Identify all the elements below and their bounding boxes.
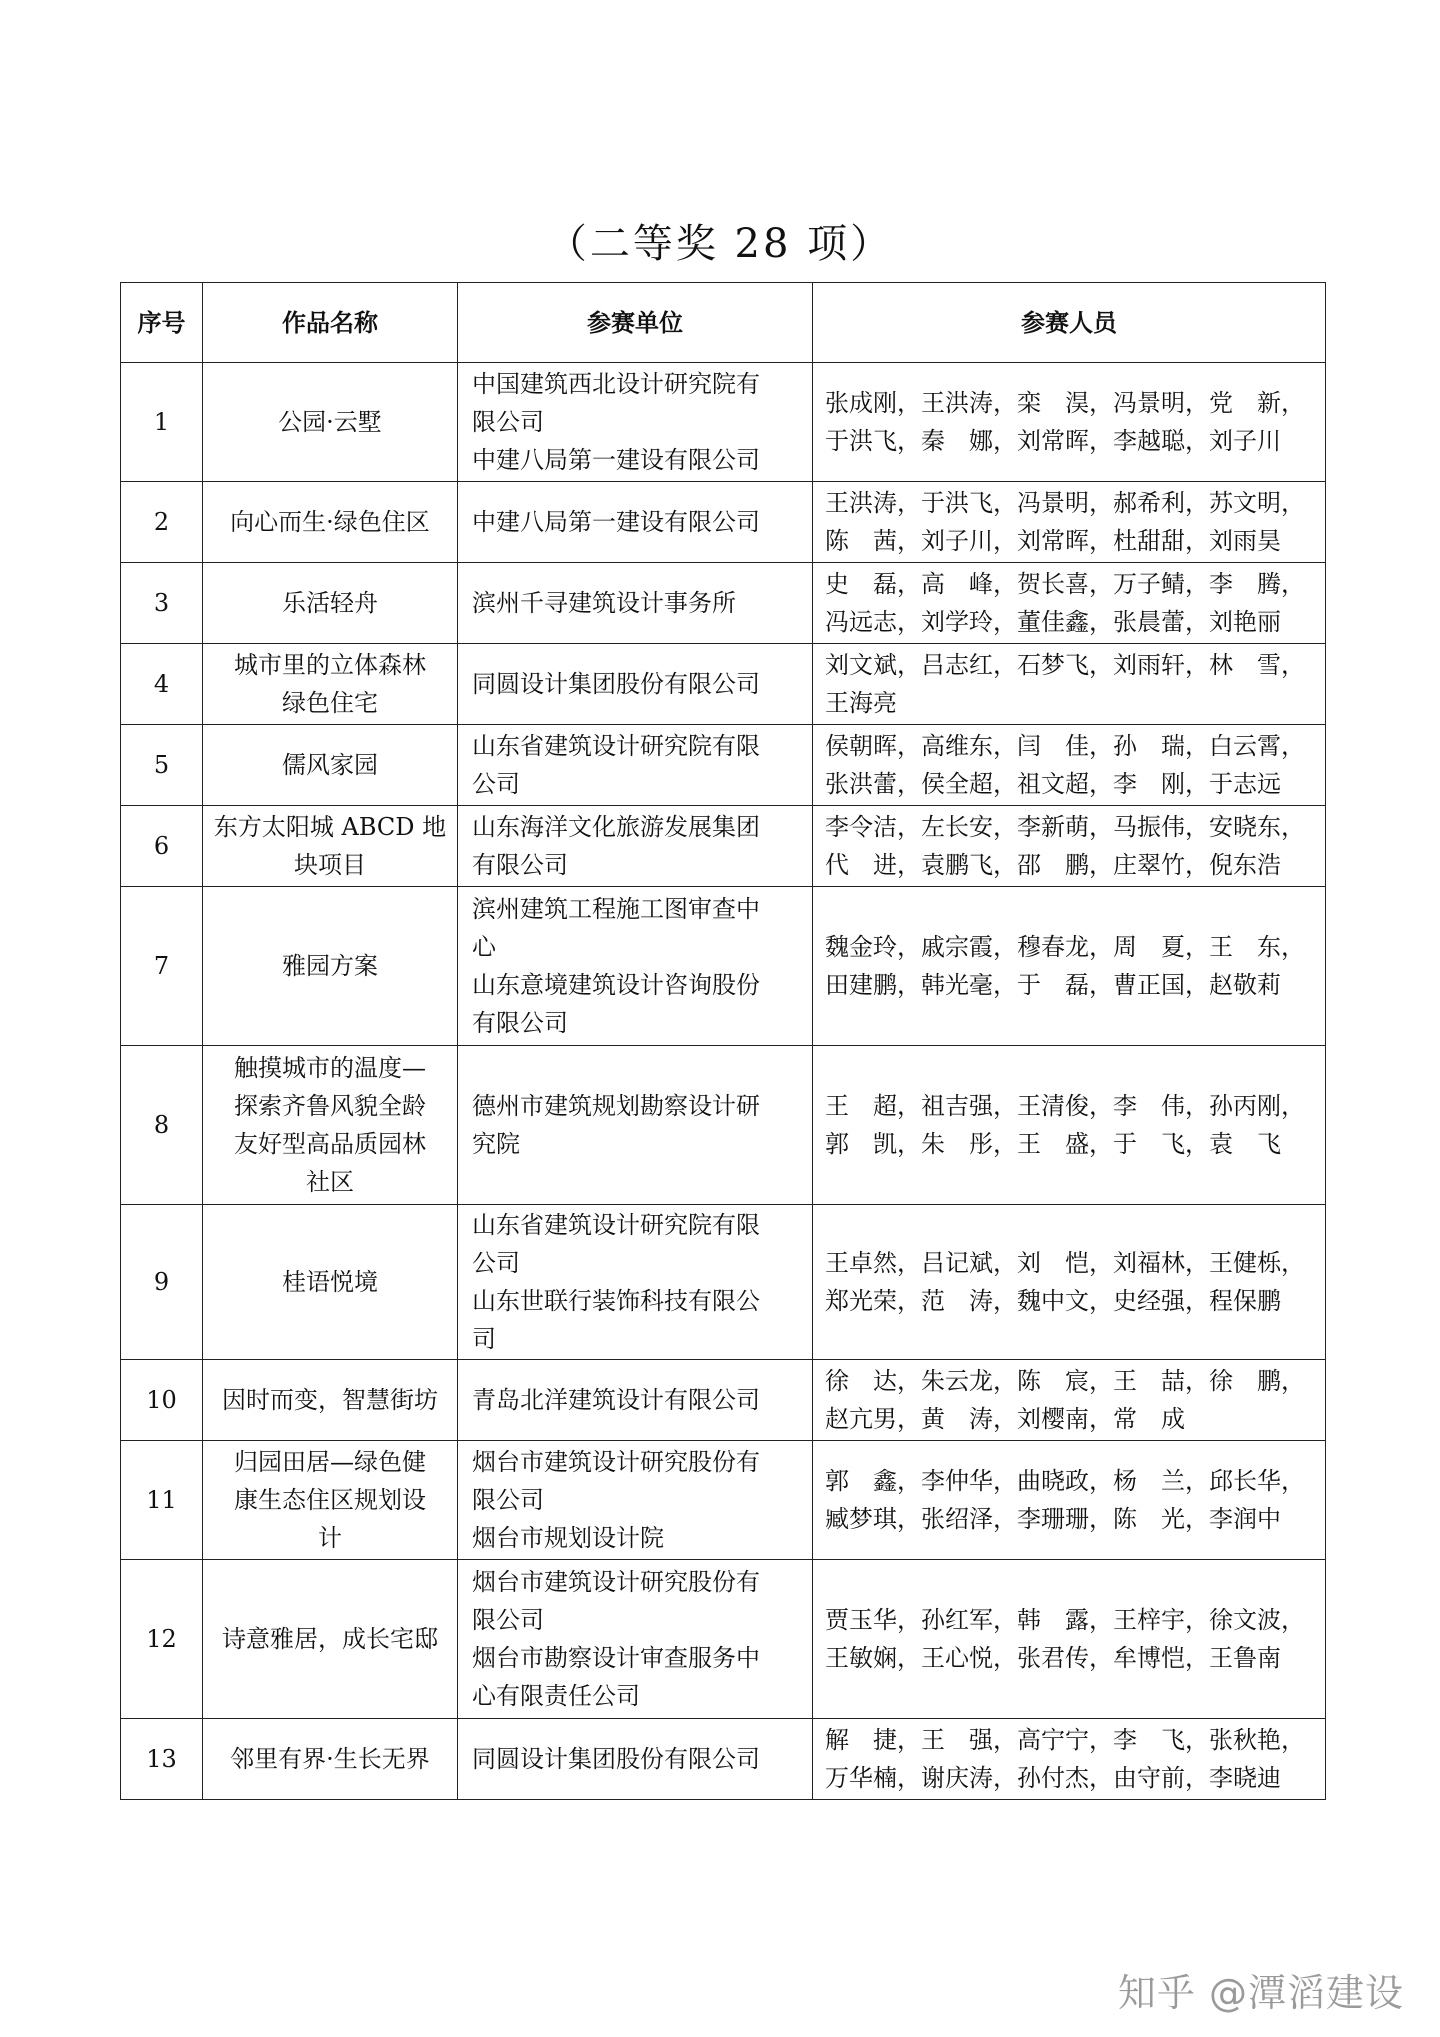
- cell-work-line: 归园田居—绿色健: [234, 1448, 426, 1476]
- cell-people-line: 王敏娴，王心悦，张君传，牟博恺，王鲁南: [825, 1644, 1281, 1672]
- cell-unit-line: 究院: [472, 1130, 520, 1158]
- cell-work-line: 儒风家园: [282, 751, 378, 779]
- cell-people-line: 张成刚，王洪涛，栾 淏，冯景明，党 新，: [825, 389, 1305, 417]
- cell-work-line: 探索齐鲁风貌全龄: [234, 1092, 426, 1120]
- cell-unit-line: 有限公司: [472, 851, 568, 879]
- cell-work: [203, 887, 458, 1046]
- table-row: [121, 1360, 1326, 1441]
- table-row: [121, 1560, 1326, 1719]
- cell-no: 6: [121, 806, 203, 887]
- cell-people: [813, 482, 1326, 563]
- cell-no: 1: [121, 363, 203, 482]
- cell-unit-line: 公司: [472, 770, 520, 798]
- cell-people: [813, 887, 1326, 1046]
- cell-people-line: 郭 鑫，李仲华，曲晓政，杨 兰，邱长华，: [825, 1467, 1305, 1495]
- header-no: 序号: [121, 283, 203, 363]
- cell-work: [203, 363, 458, 482]
- cell-people-line: 贾玉华，孙红军，韩 露，王梓宇，徐文波，: [825, 1606, 1305, 1634]
- cell-unit-line: 青岛北洋建筑设计有限公司: [472, 1386, 760, 1414]
- cell-no: 9: [121, 1205, 203, 1360]
- cell-people-line: 赵亢男，黄 涛，刘樱南，常 成: [825, 1405, 1185, 1433]
- cell-unit-line: 山东海洋文化旅游发展集团: [472, 813, 760, 841]
- cell-unit-line: 中建八局第一建设有限公司: [472, 508, 760, 536]
- cell-work: [203, 563, 458, 644]
- cell-unit: [458, 1046, 813, 1205]
- cell-work: [203, 1719, 458, 1800]
- cell-unit: [458, 482, 813, 563]
- cell-people: [813, 363, 1326, 482]
- cell-unit: [458, 1560, 813, 1719]
- cell-people-line: 田建鹏，韩光毫，于 磊，曹正国，赵敬莉: [825, 971, 1281, 999]
- cell-no: 4: [121, 644, 203, 725]
- cell-work-line: 东方太阳城 ABCD 地: [213, 813, 447, 841]
- cell-work-line: 桂语悦境: [282, 1268, 378, 1296]
- header-work: 作品名称: [203, 283, 458, 363]
- table-row: [121, 644, 1326, 725]
- cell-people: [813, 1441, 1326, 1560]
- cell-people-line: 冯远志，刘学玲，董佳鑫，张晨蕾，刘艳丽: [825, 608, 1281, 636]
- cell-people-line: 魏金玲，戚宗霞，穆春龙，周 夏，王 东，: [825, 933, 1305, 961]
- cell-people: [813, 1560, 1326, 1719]
- cell-people-line: 郑光荣，范 涛，魏中文，史经强，程保鹏: [825, 1287, 1281, 1315]
- cell-people-line: 张洪蕾，侯全超，祖文超，李 刚，于志远: [825, 770, 1281, 798]
- cell-unit-line: 山东省建筑设计研究院有限: [472, 1211, 760, 1239]
- table-row: [121, 1441, 1326, 1560]
- cell-unit-line: 烟台市建筑设计研究股份有: [472, 1568, 760, 1596]
- table-row: [121, 806, 1326, 887]
- cell-people-line: 侯朝晖，高维东，闫 佳，孙 瑞，白云霄，: [825, 732, 1305, 760]
- cell-unit-line: 心有限责任公司: [472, 1682, 640, 1710]
- cell-no: 8: [121, 1046, 203, 1205]
- cell-people-line: 徐 达，朱云龙，陈 宸，王 喆，徐 鹏，: [825, 1367, 1305, 1395]
- cell-work-line: 乐活轻舟: [282, 589, 378, 617]
- cell-unit: [458, 563, 813, 644]
- table-row: [121, 363, 1326, 482]
- cell-no: 11: [121, 1441, 203, 1560]
- cell-people-line: 臧梦琪，张绍泽，李珊珊，陈 光，李润中: [825, 1505, 1281, 1533]
- cell-unit-line: 中建八局第一建设有限公司: [472, 446, 760, 474]
- cell-work-line: 块项目: [294, 851, 366, 879]
- cell-unit-line: 山东意境建筑设计咨询股份: [472, 971, 760, 999]
- cell-people: [813, 1719, 1326, 1800]
- table-row: [121, 887, 1326, 1046]
- cell-people-line: 王海亮: [825, 689, 897, 717]
- cell-unit-line: 有限公司: [472, 1009, 568, 1037]
- table-header-row: [121, 283, 1326, 363]
- cell-people-line: 王卓然，吕记斌，刘 恺，刘福林，王健栎，: [825, 1249, 1305, 1277]
- cell-work: [203, 725, 458, 806]
- cell-unit-line: 限公司: [472, 1606, 544, 1634]
- cell-people-line: 郭 凯，朱 彤，王 盛，于 飞，袁 飞: [825, 1130, 1281, 1158]
- cell-work-line: 绿色住宅: [282, 689, 378, 717]
- cell-unit-line: 山东世联行装饰科技有限公: [472, 1287, 760, 1315]
- cell-unit-line: 心: [472, 933, 496, 961]
- cell-people-line: 陈 茜，刘子川，刘常晖，杜甜甜，刘雨昊: [825, 527, 1281, 555]
- header-unit: 参赛单位: [458, 283, 813, 363]
- cell-unit: [458, 1441, 813, 1560]
- cell-unit-line: 限公司: [472, 408, 544, 436]
- cell-unit: [458, 1360, 813, 1441]
- table-row: [121, 1046, 1326, 1205]
- cell-work-line: 城市里的立体森林: [234, 651, 426, 679]
- cell-no: 13: [121, 1719, 203, 1800]
- cell-work: [203, 806, 458, 887]
- table-row: [121, 1719, 1326, 1800]
- cell-unit: [458, 644, 813, 725]
- cell-people: [813, 725, 1326, 806]
- cell-people: [813, 563, 1326, 644]
- cell-unit: [458, 1205, 813, 1360]
- cell-people: [813, 644, 1326, 725]
- cell-unit: [458, 725, 813, 806]
- cell-work-line: 康生态住区规划设: [234, 1486, 426, 1514]
- cell-work: [203, 1560, 458, 1719]
- cell-no: 7: [121, 887, 203, 1046]
- cell-unit-line: 限公司: [472, 1486, 544, 1514]
- cell-people: [813, 1046, 1326, 1205]
- cell-work-line: 因时而变，智慧街坊: [222, 1386, 438, 1414]
- cell-people-line: 万华楠，谢庆涛，孙付杰，由守前，李晓迪: [825, 1764, 1281, 1792]
- cell-people-line: 刘文斌，吕志红，石梦飞，刘雨轩，林 雪，: [825, 651, 1305, 679]
- cell-unit-line: 山东省建筑设计研究院有限: [472, 732, 760, 760]
- cell-unit: [458, 363, 813, 482]
- cell-people-line: 代 进，袁鹏飞，邵 鹏，庄翠竹，倪东浩: [825, 851, 1281, 879]
- cell-work-line: 计: [318, 1524, 342, 1552]
- cell-unit-line: 同圆设计集团股份有限公司: [472, 670, 760, 698]
- cell-work-line: 友好型高品质园林: [234, 1130, 426, 1158]
- cell-work-line: 向心而生·绿色住区: [230, 508, 430, 536]
- cell-work-line: 触摸城市的温度—: [234, 1054, 426, 1082]
- table-row: [121, 482, 1326, 563]
- cell-work-line: 公园·云墅: [278, 408, 382, 436]
- cell-work: [203, 644, 458, 725]
- page-title: （二等奖 28 项）: [546, 221, 894, 267]
- award-table: [120, 282, 1326, 1800]
- cell-unit-line: 滨州千寻建筑设计事务所: [472, 589, 736, 617]
- cell-work: [203, 1360, 458, 1441]
- cell-unit-line: 中国建筑西北设计研究院有: [472, 370, 760, 398]
- cell-unit-line: 德州市建筑规划勘察设计研: [472, 1092, 760, 1120]
- cell-unit-line: 烟台市建筑设计研究股份有: [472, 1448, 760, 1476]
- table-body: [121, 363, 1326, 1800]
- cell-people-line: 于洪飞，秦 娜，刘常晖，李越聪，刘子川: [825, 427, 1281, 455]
- table-row: [121, 1205, 1326, 1360]
- cell-people-line: 史 磊，高 峰，贺长喜，万子鲭，李 腾，: [825, 570, 1305, 598]
- cell-people-line: 解 捷，王 强，高宁宁，李 飞，张秋艳，: [825, 1726, 1305, 1754]
- cell-work-line: 诗意雅居，成长宅邸: [222, 1625, 438, 1653]
- cell-unit: [458, 1719, 813, 1800]
- cell-work-line: 雅园方案: [282, 952, 378, 980]
- cell-work-line: 邻里有界·生长无界: [230, 1745, 430, 1773]
- cell-unit: [458, 806, 813, 887]
- cell-work: [203, 1205, 458, 1360]
- cell-unit-line: 烟台市勘察设计审查服务中: [472, 1644, 760, 1672]
- cell-work-line: 社区: [306, 1168, 354, 1196]
- cell-unit-line: 司: [472, 1325, 496, 1353]
- cell-people-line: 王洪涛，于洪飞，冯景明，郝希利，苏文明，: [825, 489, 1305, 517]
- cell-unit-line: 烟台市规划设计院: [472, 1524, 664, 1552]
- header-people: 参赛人员: [813, 283, 1326, 363]
- cell-no: 3: [121, 563, 203, 644]
- cell-unit: [458, 887, 813, 1046]
- cell-unit-line: 滨州建筑工程施工图审查中: [472, 895, 760, 923]
- cell-people-line: 王 超，祖吉强，王清俊，李 伟，孙丙刚，: [825, 1092, 1305, 1120]
- table-row: [121, 563, 1326, 644]
- cell-unit-line: 同圆设计集团股份有限公司: [472, 1745, 760, 1773]
- table-row: [121, 725, 1326, 806]
- cell-no: 2: [121, 482, 203, 563]
- cell-unit-line: 公司: [472, 1249, 520, 1277]
- cell-work: [203, 1441, 458, 1560]
- cell-people: [813, 806, 1326, 887]
- cell-work: [203, 1046, 458, 1205]
- cell-no: 10: [121, 1360, 203, 1441]
- watermark: 知乎 @潭滔建设: [1117, 1971, 1404, 2015]
- cell-no: 12: [121, 1560, 203, 1719]
- cell-work: [203, 482, 458, 563]
- cell-people: [813, 1360, 1326, 1441]
- cell-people-line: 李令洁，左长安，李新萌，马振伟，安晓东，: [825, 813, 1305, 841]
- cell-no: 5: [121, 725, 203, 806]
- cell-people: [813, 1205, 1326, 1360]
